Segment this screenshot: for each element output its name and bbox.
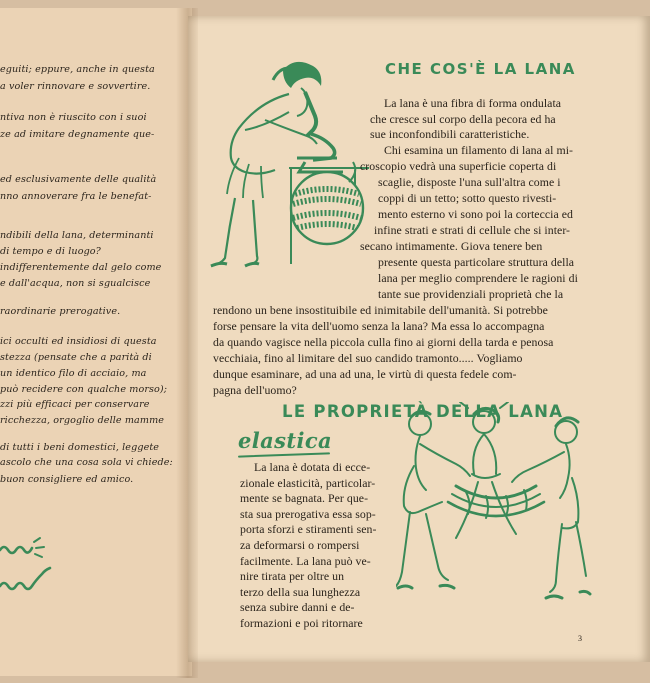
text-line: lana per meglio comprendere le ragioni di bbox=[378, 271, 578, 285]
left-line: stezza (pensate che a parità di bbox=[0, 352, 152, 363]
left-line: zzi più efficaci per conservare bbox=[0, 399, 150, 410]
left-line: ricchezza, orgoglio delle mamme bbox=[0, 415, 165, 426]
left-line: e dall'acqua, non si sgualcisce bbox=[0, 278, 151, 289]
text-line: infine strati e strati di cellule che si inter- bbox=[374, 223, 571, 237]
left-line: raordinarie prerogative. bbox=[0, 306, 121, 317]
text-line: dunque esaminare, ad una ad una, le virtù di questa fedele com- bbox=[213, 367, 517, 381]
left-line: ndibili della lana, determinanti bbox=[0, 230, 154, 241]
text-line: mente se bagnata. Per que- bbox=[240, 491, 369, 506]
text-line: sta sua prerogativa essa sop- bbox=[240, 506, 376, 521]
book-gutter bbox=[176, 8, 198, 678]
text-line: La lana è una fibra di forma ondulata bbox=[384, 96, 562, 110]
left-line: eguiti; eppure, anche in questa bbox=[0, 64, 155, 75]
woman-microscope-illustration bbox=[205, 58, 385, 273]
text-line: facilmente. La lana può ve- bbox=[240, 553, 371, 568]
page-number: 3 bbox=[578, 634, 582, 643]
left-line: nno annoverare fra le benefat- bbox=[0, 191, 152, 202]
text-line: porta sforzi e stiramenti sen- bbox=[240, 522, 377, 537]
properties-title: LE PROPRIETÀ DELLA LANA bbox=[282, 402, 564, 421]
text-line: vecchiaia, fino al limitare del suo candido tramonto..... Vogliamo bbox=[213, 351, 523, 365]
figures-stretching-wool-illustration bbox=[396, 402, 592, 614]
text-line: rendono un bene insostituibile ed inimitabile dell'umanità. Si potrebbe bbox=[213, 303, 548, 317]
text-line: La lana è dotata di ecce- bbox=[254, 460, 371, 474]
left-line: di tutti i beni domestici, leggete bbox=[0, 442, 160, 453]
left-line: a voler rinnovare e sovvertire. bbox=[0, 81, 151, 92]
text-line: coppi di un tetto; sotto questo rivesti- bbox=[378, 191, 557, 205]
section-title: CHE COS'È LA LANA bbox=[385, 60, 576, 78]
text-line: pagna dell'uomo? bbox=[213, 383, 297, 397]
text-line: forse pensare la vita dell'uomo senza la lana? Ma essa lo accompagna bbox=[213, 319, 545, 333]
text-line: terzo della sua lunghezza bbox=[240, 584, 361, 599]
left-line: indifferentemente dal gelo come bbox=[0, 262, 162, 273]
text-line: mento esterno vi sono poi la corteccia ed bbox=[378, 207, 573, 221]
text-line: zionale elasticità, particolar- bbox=[240, 475, 376, 490]
text-line: nire tirata per oltre un bbox=[240, 569, 345, 584]
left-line: ici occulti ed insidiosi di questa bbox=[0, 336, 157, 347]
left-line: ed esclusivamente delle qualità bbox=[0, 174, 157, 185]
left-line: di tempo e di luogo? bbox=[0, 246, 101, 257]
text-line: croscopio vedrà una superficie coperta di bbox=[360, 159, 557, 173]
text-line: senza subire danni e de- bbox=[240, 600, 355, 615]
left-line: un identico filo di acciaio, ma bbox=[0, 368, 147, 379]
text-line: za deformarsi o rompersi bbox=[240, 538, 360, 552]
text-line: che cresce sul corpo della pecora ed ha bbox=[370, 112, 556, 126]
left-line: ascolo che una cosa sola vi chiede: bbox=[0, 457, 173, 468]
wool-yarn-decoration bbox=[0, 528, 60, 598]
elastica-subheading: elastica bbox=[238, 428, 333, 453]
text-line: tante sue providenziali proprietà che la bbox=[378, 287, 564, 301]
left-line: buon consigliere ed amico. bbox=[0, 474, 134, 485]
text-line: presente questa particolare struttura della bbox=[378, 255, 575, 269]
left-line: può recidere con qualche morso); bbox=[0, 384, 168, 395]
text-line: secano intimamente. Giova tenere ben bbox=[360, 239, 543, 253]
left-line: ze ad imitare degnamente que- bbox=[0, 129, 155, 140]
text-line: scaglie, disposte l'una sull'altra come i bbox=[378, 175, 561, 189]
text-line: Chi esamina un filamento di lana al mi- bbox=[384, 143, 574, 157]
text-line: sue inconfondibili caratteristiche. bbox=[370, 127, 530, 141]
text-line: formazioni e poi ritornare bbox=[240, 616, 363, 630]
text-line: da quando vagisce nella piccola culla fino ai giorni della tarda e penosa bbox=[213, 335, 554, 349]
left-line: ntiva non è riuscito con i suoi bbox=[0, 112, 147, 123]
